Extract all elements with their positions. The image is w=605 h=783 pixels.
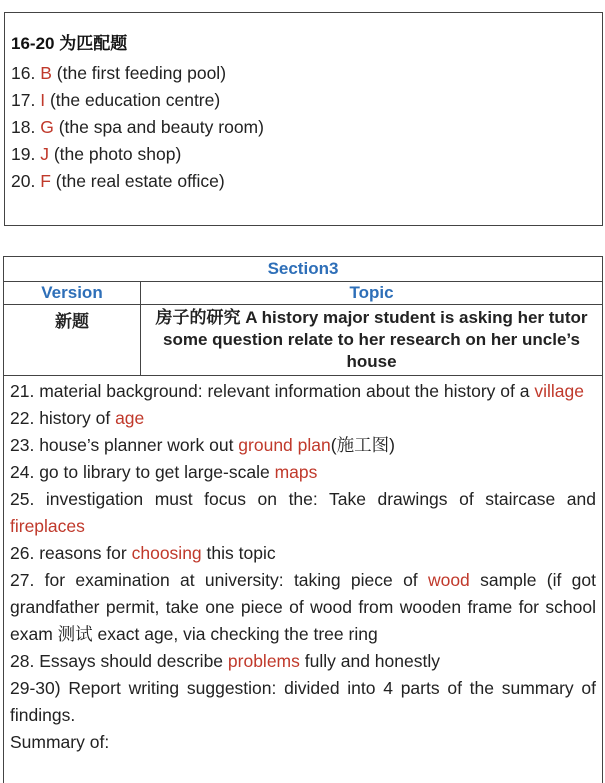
answer-line [11,60,602,87]
answer-line [11,141,602,168]
item-text: 29-30) Report writing suggestion: divided into 4 parts of the summary of findings. [10,678,596,725]
answer-number: 17. [11,90,36,110]
item-answer: age [115,408,145,428]
answer-description: (the spa and beauty room) [58,117,264,137]
item-answer: problems [227,651,300,671]
item-text: 23. house’s planner work out [10,435,239,455]
answer-description: (the education centre) [49,90,221,110]
section-heading: 16-20 为匹配题 [11,34,128,53]
answer-letter: B [40,63,52,83]
answer-letter: I [40,90,46,110]
answer-number: 16. [11,63,36,83]
answer-line [11,168,602,195]
answer-letter: G [40,117,54,137]
notes-list [4,376,602,756]
topic-cell: 房子的研究 A history major student is asking her tutor some question relate to her research on her uncle’s house [155,308,588,371]
section-title: Section3 [4,257,602,282]
answer-number: 19. [11,144,36,164]
item-text: 25. investigation must focus on the: Take drawings of staircase and [10,489,596,509]
item-text: this topic [201,543,276,563]
answer-number: 18. [11,117,36,137]
item-text: (施工图) [330,435,395,455]
answer-line [11,114,602,141]
list-item [10,459,596,486]
item-answer: ground plan [238,435,331,455]
list-item [10,729,596,756]
table-header-row [4,282,602,305]
list-item [10,432,596,459]
version-cell: 新题 [4,305,141,375]
list-item [10,648,596,675]
list-item [10,486,596,540]
answer-line [11,87,602,114]
list-item [10,540,596,567]
matching-answers-box [4,12,603,226]
item-answer: choosing [131,543,202,563]
item-text: 28. Essays should describe [10,651,228,671]
item-text: 26. reasons for [10,543,132,563]
section3-table [3,256,603,783]
item-text: sample (if got grandfather permit, take one piece of wood from wooden frame for school exam 测试 exact age, via checking the tree ring [10,570,596,644]
answer-description: (the real estate office) [55,171,225,191]
item-text: fully and honestly [299,651,440,671]
item-answer: fireplaces [10,516,85,536]
list-item [10,567,596,648]
answer-description: (the photo shop) [53,144,182,164]
item-text: 21. material background: relevant information about the history of a [10,381,535,401]
list-item [10,675,596,729]
table-row [4,305,602,376]
list-item [10,378,596,405]
topic-header: Topic [349,283,394,302]
answer-number: 20. [11,171,36,191]
list-item [10,405,596,432]
item-text: Summary of: [10,732,110,752]
item-text: 27. for examination at university: taking piece of [10,570,428,590]
answer-letter: F [40,171,51,191]
item-answer: wood [427,570,470,590]
item-text: 22. history of [10,408,116,428]
item-answer: maps [274,462,318,482]
version-header: Version [4,282,141,304]
answer-description: (the first feeding pool) [56,63,227,83]
answer-letter: J [40,144,49,164]
item-answer: village [534,381,584,401]
item-text: 24. go to library to get large-scale [10,462,275,482]
